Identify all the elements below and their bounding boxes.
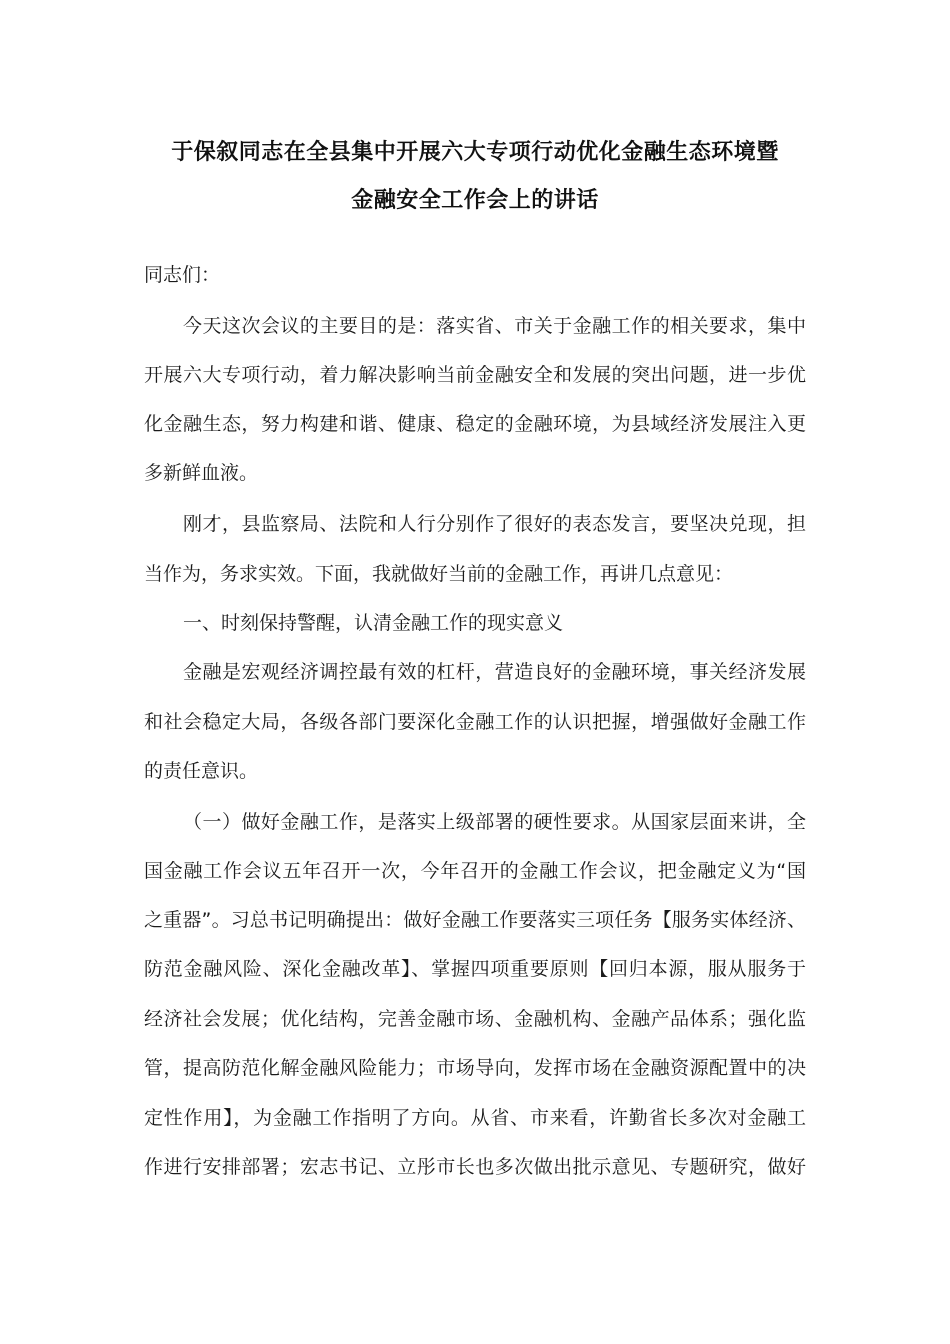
paragraph-4-line-8: 作进行安排部署；宏志书记、立彤市长也多次做出批示意见、专题研究，做好: [144, 1156, 806, 1178]
section-heading-1: 一、时刻保持警醒，认清金融工作的现实意义: [183, 612, 564, 634]
paragraph-2-line-2: 当作为，务求实效。下面，我就做好当前的金融工作，再讲几点意见：: [144, 563, 734, 585]
salutation: 同志们：: [144, 264, 221, 286]
paragraph-4-line-7: 定性作用】，为金融工作指明了方向。从省、市来看，许勤省长多次对金融工: [144, 1107, 806, 1129]
document-title-line-1: 于保叙同志在全县集中开展六大专项行动优化金融生态环境暨: [171, 140, 779, 165]
document-title-line-2: 金融安全工作会上的讲话: [351, 188, 599, 213]
paragraph-2-line-1: 刚才，县监察局、法院和人行分别作了很好的表态发言，要坚决兑现，担: [183, 513, 806, 535]
paragraph-1-line-4: 多新鲜血液。: [144, 462, 259, 484]
paragraph-4-line-5: 经济社会发展；优化结构，完善金融市场、金融机构、金融产品体系；强化监: [144, 1008, 806, 1030]
paragraph-4-line-6: 管，提高防范化解金融风险能力；市场导向，发挥市场在金融资源配置中的决: [144, 1057, 806, 1079]
paragraph-4-line-1: （一）做好金融工作，是落实上级部署的硬性要求。从国家层面来讲，全: [183, 811, 806, 833]
paragraph-3-line-1: 金融是宏观经济调控最有效的杠杆，营造良好的金融环境，事关经济发展: [183, 661, 806, 683]
paragraph-3-line-3: 的责任意识。: [144, 760, 259, 782]
paragraph-3-line-2: 和社会稳定大局，各级各部门要深化金融工作的认识把握，增强做好金融工作: [144, 711, 806, 733]
paragraph-1-line-3: 化金融生态，努力构建和谐、健康、稳定的金融环境，为县域经济发展注入更: [144, 413, 806, 435]
paragraph-4-line-3: 之重器”。习总书记明确提出：做好金融工作要落实三项任务【服务实体经济、: [144, 909, 806, 931]
paragraph-1-line-2: 开展六大专项行动，着力解决影响当前金融安全和发展的突出问题，进一步优: [144, 364, 806, 386]
paragraph-4-line-2: 国金融工作会议五年召开一次，今年召开的金融工作会议，把金融定义为“国: [144, 860, 806, 882]
paragraph-4-line-4: 防范金融风险、深化金融改革】、掌握四项重要原则【回归本源，服从服务于: [144, 958, 806, 980]
paragraph-1-line-1: 今天这次会议的主要目的是：落实省、市关于金融工作的相关要求，集中: [183, 315, 806, 337]
